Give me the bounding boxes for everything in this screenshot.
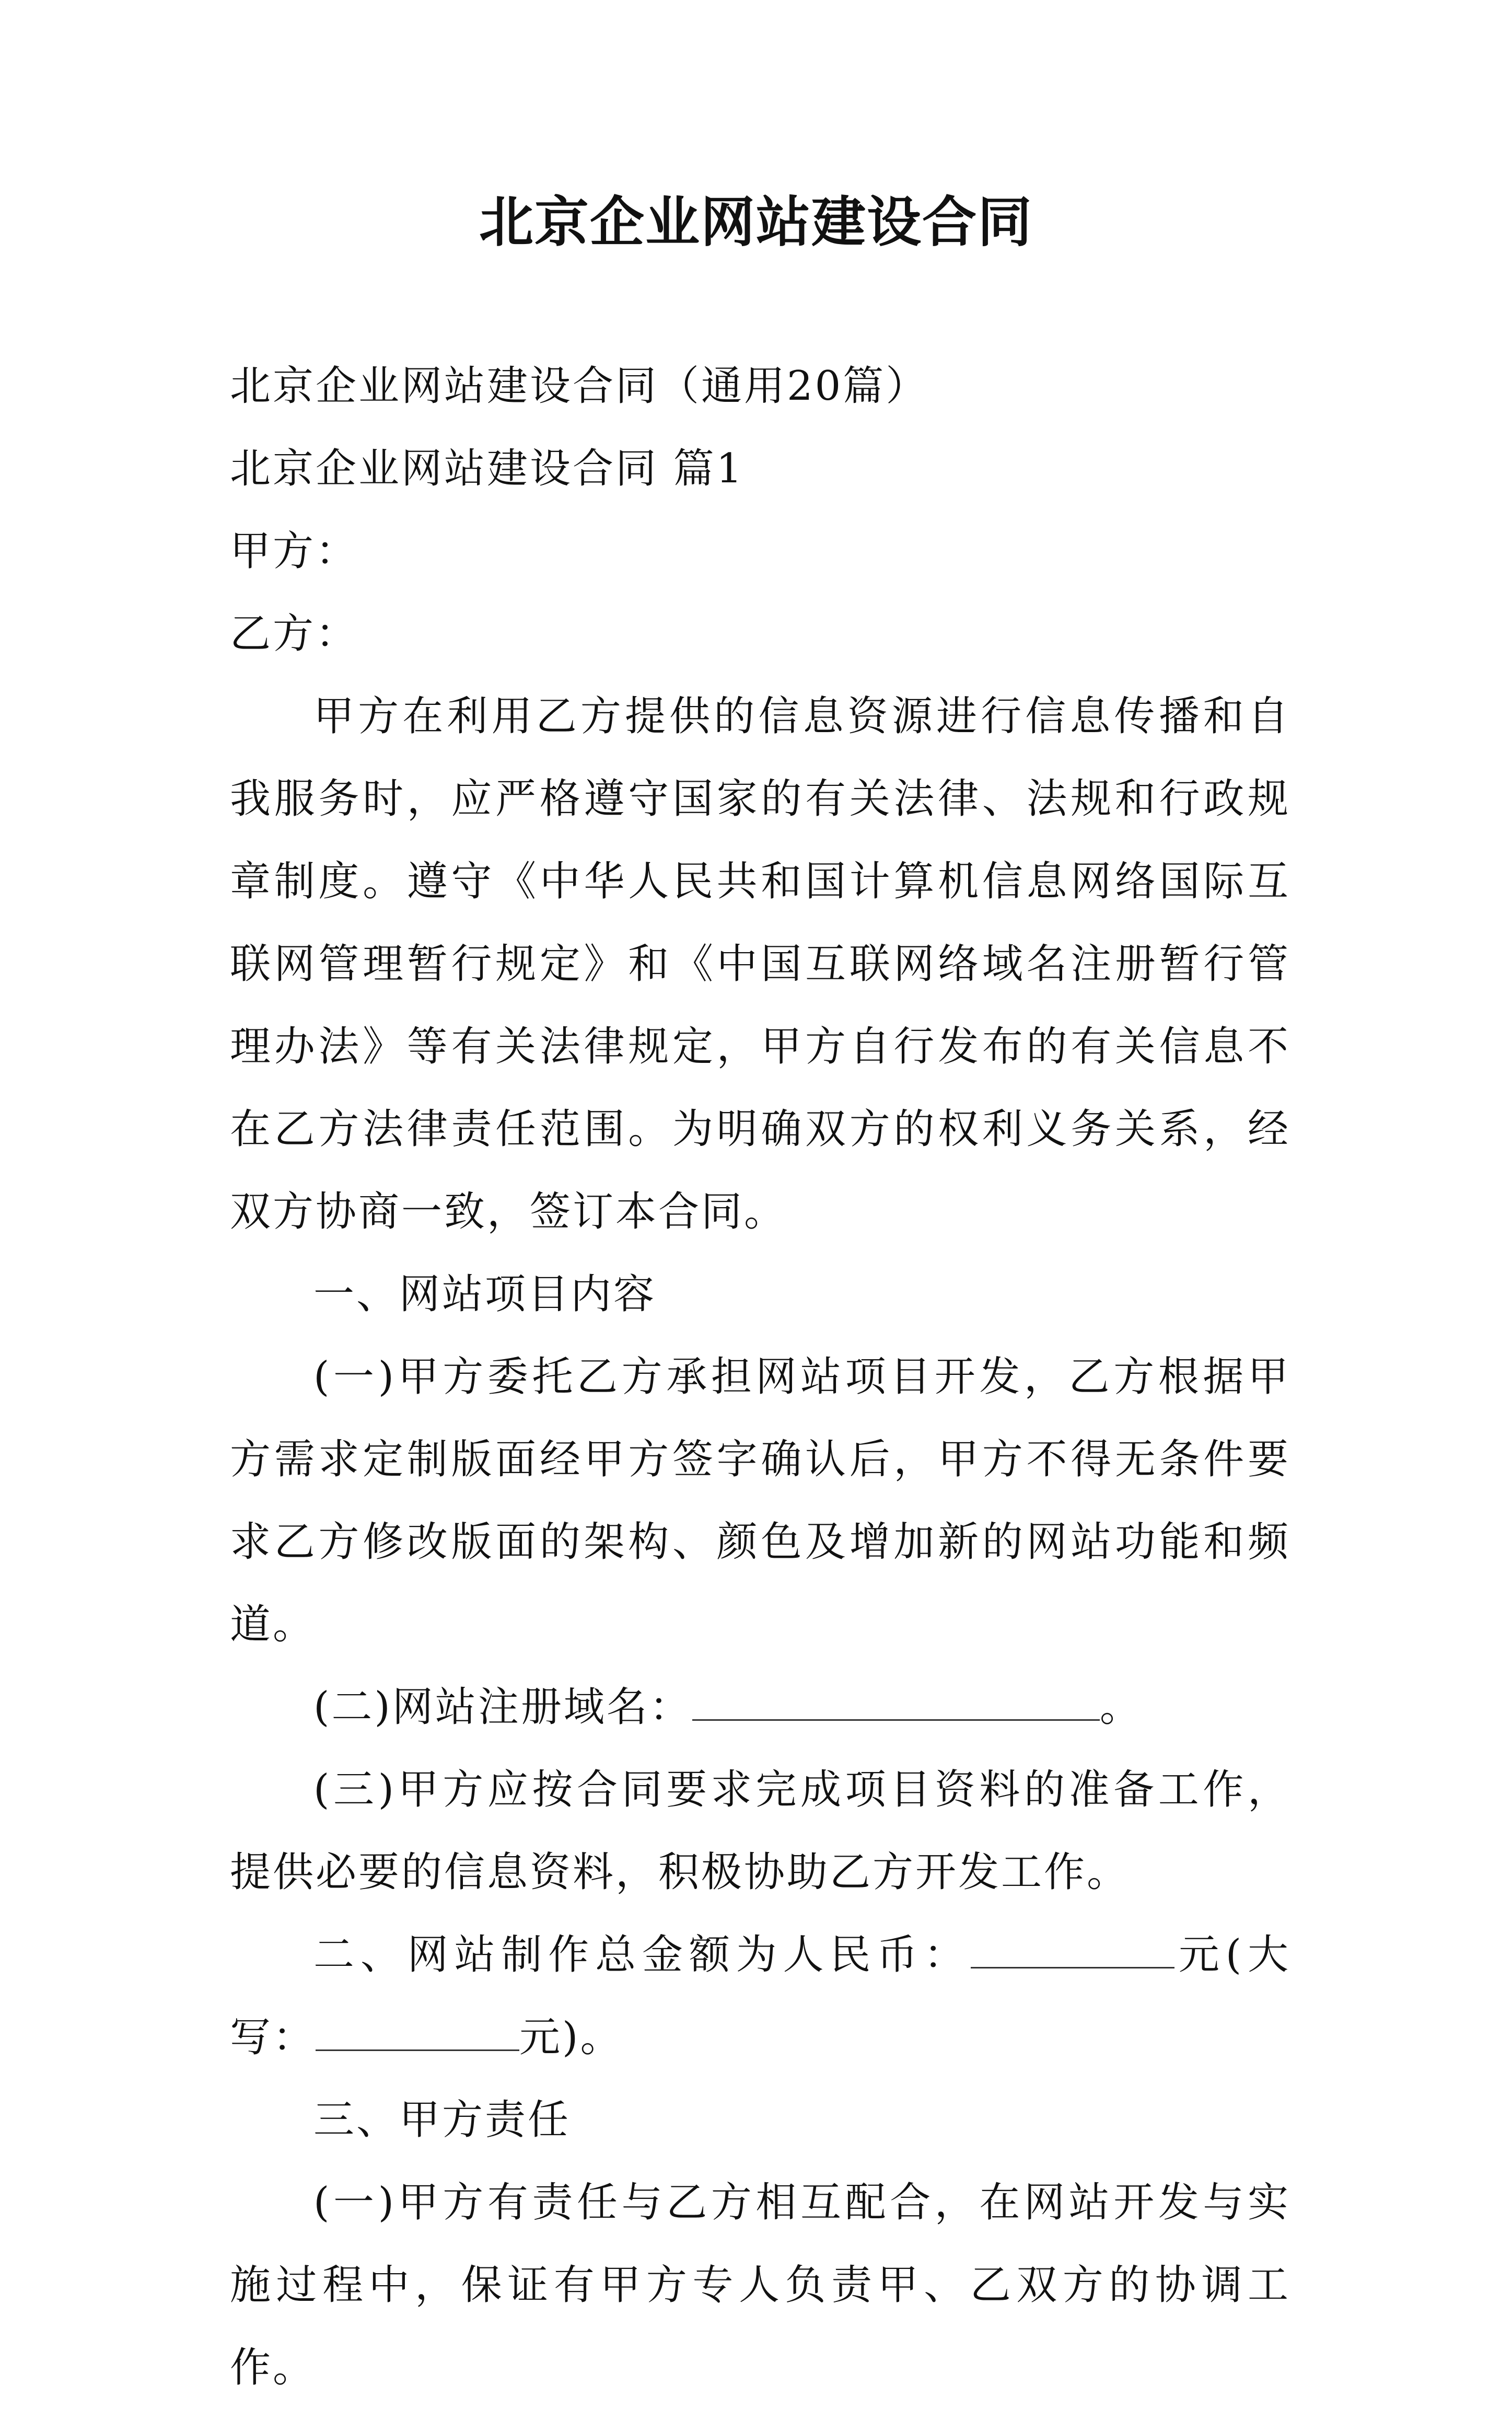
section1-item1: (一)甲方委托乙方承担网站项目开发，乙方根据甲方需求定制版面经甲方签字确认后，甲方不得无条件要求乙方修改版面的架构、颜色及增加新的网站功能和频道。 (230, 1353, 1290, 1648)
section1-item2 (230, 1666, 1290, 1748)
section3-item1: (一)甲方有责任与乙方相互配合，在网站开发与实施过程中，保证有甲方专人负责甲、乙双方的协调工作。 (230, 2179, 1290, 2391)
document-body (230, 345, 1290, 675)
section3-heading: 三、甲方责任 (313, 2097, 571, 2144)
party-b-label: 乙方： (230, 610, 359, 657)
amount-label: 二、网站制作总金额为人民币： (313, 1931, 971, 1978)
domain-label: (二)网站注册域名： (313, 1684, 692, 1731)
party-a-label: 甲方： (230, 528, 359, 575)
domain-blank[interactable] (692, 1683, 1100, 1721)
document-subtitle: 北京企业网站建设合同（通用20篇） (230, 363, 929, 410)
document-body-main (230, 675, 1290, 2409)
section1-heading: 一、网站项目内容 (313, 1271, 657, 1318)
amount-caps-blank[interactable] (316, 2013, 519, 2051)
document-title: 北京企业网站建设合同 (479, 190, 1033, 254)
section1-item3: (三)甲方应按合同要求完成项目资料的准备工作，提供必要的信息资料，积极协助乙方开发工作。 (230, 1766, 1290, 1896)
amount-blank[interactable] (971, 1930, 1174, 1968)
section2-amount (230, 1914, 1290, 2079)
amount-caps-label: 元(大写： (230, 1931, 1290, 2061)
amount-suffix: 元)。 (519, 2014, 623, 2061)
intro-paragraph: 甲方在利用乙方提供的信息资源进行信息传播和自我服务时，应严格遵守国家的有关法律、法规和行政规章制度。遵守《中华人民共和国计算机信息网络国际互联网管理暂行规定》和《中国互联网络域名注册暂行管理办法》等有关法律规定，甲方自行发布的有关信息不在乙方法律责任范围。为明确双方的权利义务关系，经双方协商一致，签订本合同。 (230, 693, 1290, 1235)
article-heading: 北京企业网站建设合同 篇1 (230, 445, 745, 492)
domain-suffix: 。 (1099, 1684, 1143, 1731)
